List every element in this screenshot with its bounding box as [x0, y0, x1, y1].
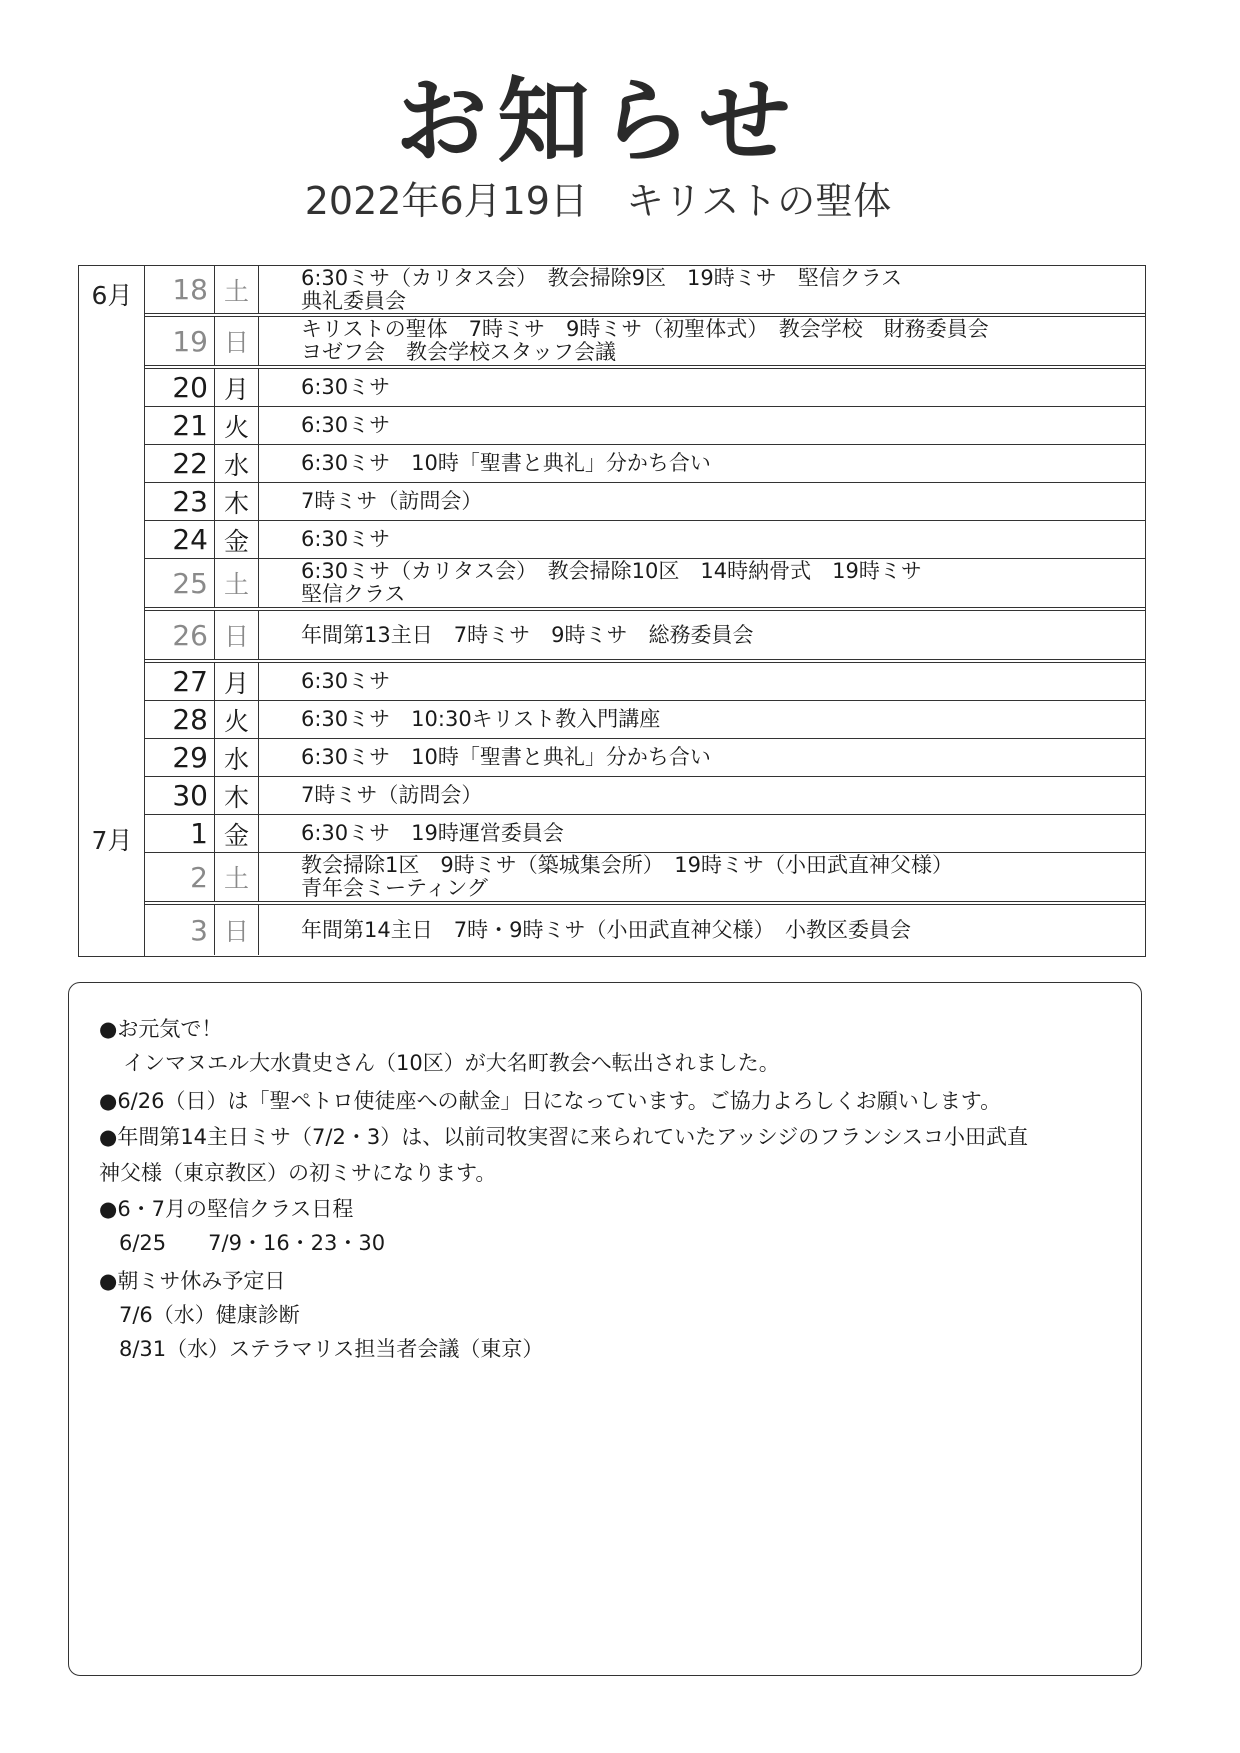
schedule-row	[145, 777, 1145, 815]
day-number: 25	[145, 559, 215, 607]
page-subtitle: 2022年6月19日 キリストの聖体	[304, 179, 892, 223]
weekday: 日	[215, 905, 259, 955]
schedule-row	[145, 853, 1145, 905]
day-number: 18	[145, 266, 215, 313]
page-title: お知らせ	[395, 68, 801, 175]
schedule-row	[145, 317, 1145, 369]
day-number: 2	[145, 853, 215, 901]
notice-no-mass-heading: ●朝ミサ休み予定日	[99, 1269, 286, 1293]
notice-farewell-body: インマヌエル大水貴史さん（10区）が大名町教会へ転出されました。	[123, 1051, 780, 1075]
day-events: 7時ミサ（訪問会）	[301, 489, 483, 513]
day-events: 6:30ミサ	[301, 527, 391, 551]
day-events: 6:30ミサ 10時「聖書と典礼」分かち合い	[301, 745, 711, 769]
schedule-row	[145, 369, 1145, 407]
notice-confirmation-heading: ●6・7月の堅信クラス日程	[99, 1197, 354, 1221]
day-events: 7時ミサ（訪問会）	[301, 783, 483, 807]
day-number: 21	[145, 407, 215, 444]
schedule-row	[145, 559, 1145, 611]
day-number: 1	[145, 815, 215, 852]
day-number: 27	[145, 663, 215, 700]
weekday: 火	[215, 701, 259, 738]
weekday: 月	[215, 369, 259, 406]
schedule-table	[78, 265, 1146, 957]
day-events: 6:30ミサ（カリタス会） 教会掃除10区 14時納骨式 19時ミサ 堅信クラス	[301, 559, 922, 606]
schedule-row	[145, 407, 1145, 445]
day-events: 年間第14主日 7時・9時ミサ（小田武直神父様） 小教区委員会	[301, 917, 911, 942]
schedule-row	[145, 611, 1145, 663]
notice-no-mass-date-2: 8/31（水）ステラマリス担当者会議（東京）	[119, 1337, 544, 1361]
day-number: 19	[145, 317, 215, 365]
day-number: 23	[145, 483, 215, 520]
weekday: 水	[215, 445, 259, 482]
weekday: 木	[215, 483, 259, 520]
weekday: 土	[215, 266, 259, 313]
weekday: 水	[215, 739, 259, 776]
schedule-row	[145, 483, 1145, 521]
notice-confirmation-dates: 6/25 7/9・16・23・30	[119, 1231, 386, 1255]
schedule-row	[145, 905, 1145, 955]
schedule-row	[145, 663, 1145, 701]
day-events: 6:30ミサ 19時運営委員会	[301, 821, 564, 845]
schedule-row	[145, 266, 1145, 317]
schedule-row	[145, 815, 1145, 853]
notice-offering: ●6/26（日）は「聖ペトロ使徒座への献金」日になっています。ご協力よろしくお願いします。	[99, 1089, 1002, 1113]
weekday: 土	[215, 853, 259, 901]
schedule-row	[145, 445, 1145, 483]
day-events: 6:30ミサ 10時「聖書と典礼」分かち合い	[301, 451, 711, 475]
day-number: 30	[145, 777, 215, 814]
schedule-row	[145, 739, 1145, 777]
day-number: 22	[145, 445, 215, 482]
notice-no-mass-date-1: 7/6（水）健康診断	[119, 1303, 300, 1327]
schedule-row	[145, 521, 1145, 559]
day-events: 6:30ミサ	[301, 375, 391, 399]
schedule-row	[145, 701, 1145, 739]
notice-farewell-heading: ●お元気で！	[99, 1017, 223, 1041]
weekday: 土	[215, 559, 259, 607]
day-number: 3	[145, 905, 215, 955]
notice-box	[68, 982, 1142, 1676]
weekday: 日	[215, 317, 259, 365]
month-column	[79, 266, 145, 956]
day-number: 28	[145, 701, 215, 738]
weekday: 月	[215, 663, 259, 700]
day-events: 6:30ミサ	[301, 413, 391, 437]
notice-first-mass: ●年間第14主日ミサ（7/2・3）は、以前司牧実習に来られていたアッシジのフランシスコ小田武直 神父様（東京教区）の初ミサになります。	[99, 1125, 1029, 1185]
weekday: 火	[215, 407, 259, 444]
month-july: 7月	[91, 826, 133, 855]
weekday: 木	[215, 777, 259, 814]
weekday: 日	[215, 611, 259, 659]
day-number: 20	[145, 369, 215, 406]
day-number: 26	[145, 611, 215, 659]
day-events: 6:30ミサ 10:30キリスト教入門講座	[301, 707, 661, 731]
weekday: 金	[215, 521, 259, 558]
day-number: 24	[145, 521, 215, 558]
day-events: 年間第13主日 7時ミサ 9時ミサ 総務委員会	[301, 622, 754, 647]
day-number: 29	[145, 739, 215, 776]
weekday: 金	[215, 815, 259, 852]
month-june: 6月	[91, 281, 133, 310]
day-events: キリストの聖体 7時ミサ 9時ミサ（初聖体式） 教会学校 財務委員会 ヨゼフ会 教会学校スタッフ会議	[301, 317, 989, 364]
day-events: 6:30ミサ（カリタス会） 教会掃除9区 19時ミサ 堅信クラス 典礼委員会	[301, 265, 903, 313]
day-events: 6:30ミサ	[301, 669, 391, 693]
day-events: 教会掃除1区 9時ミサ（築城集会所） 19時ミサ（小田武直神父様） 青年会ミーティング	[301, 853, 953, 900]
